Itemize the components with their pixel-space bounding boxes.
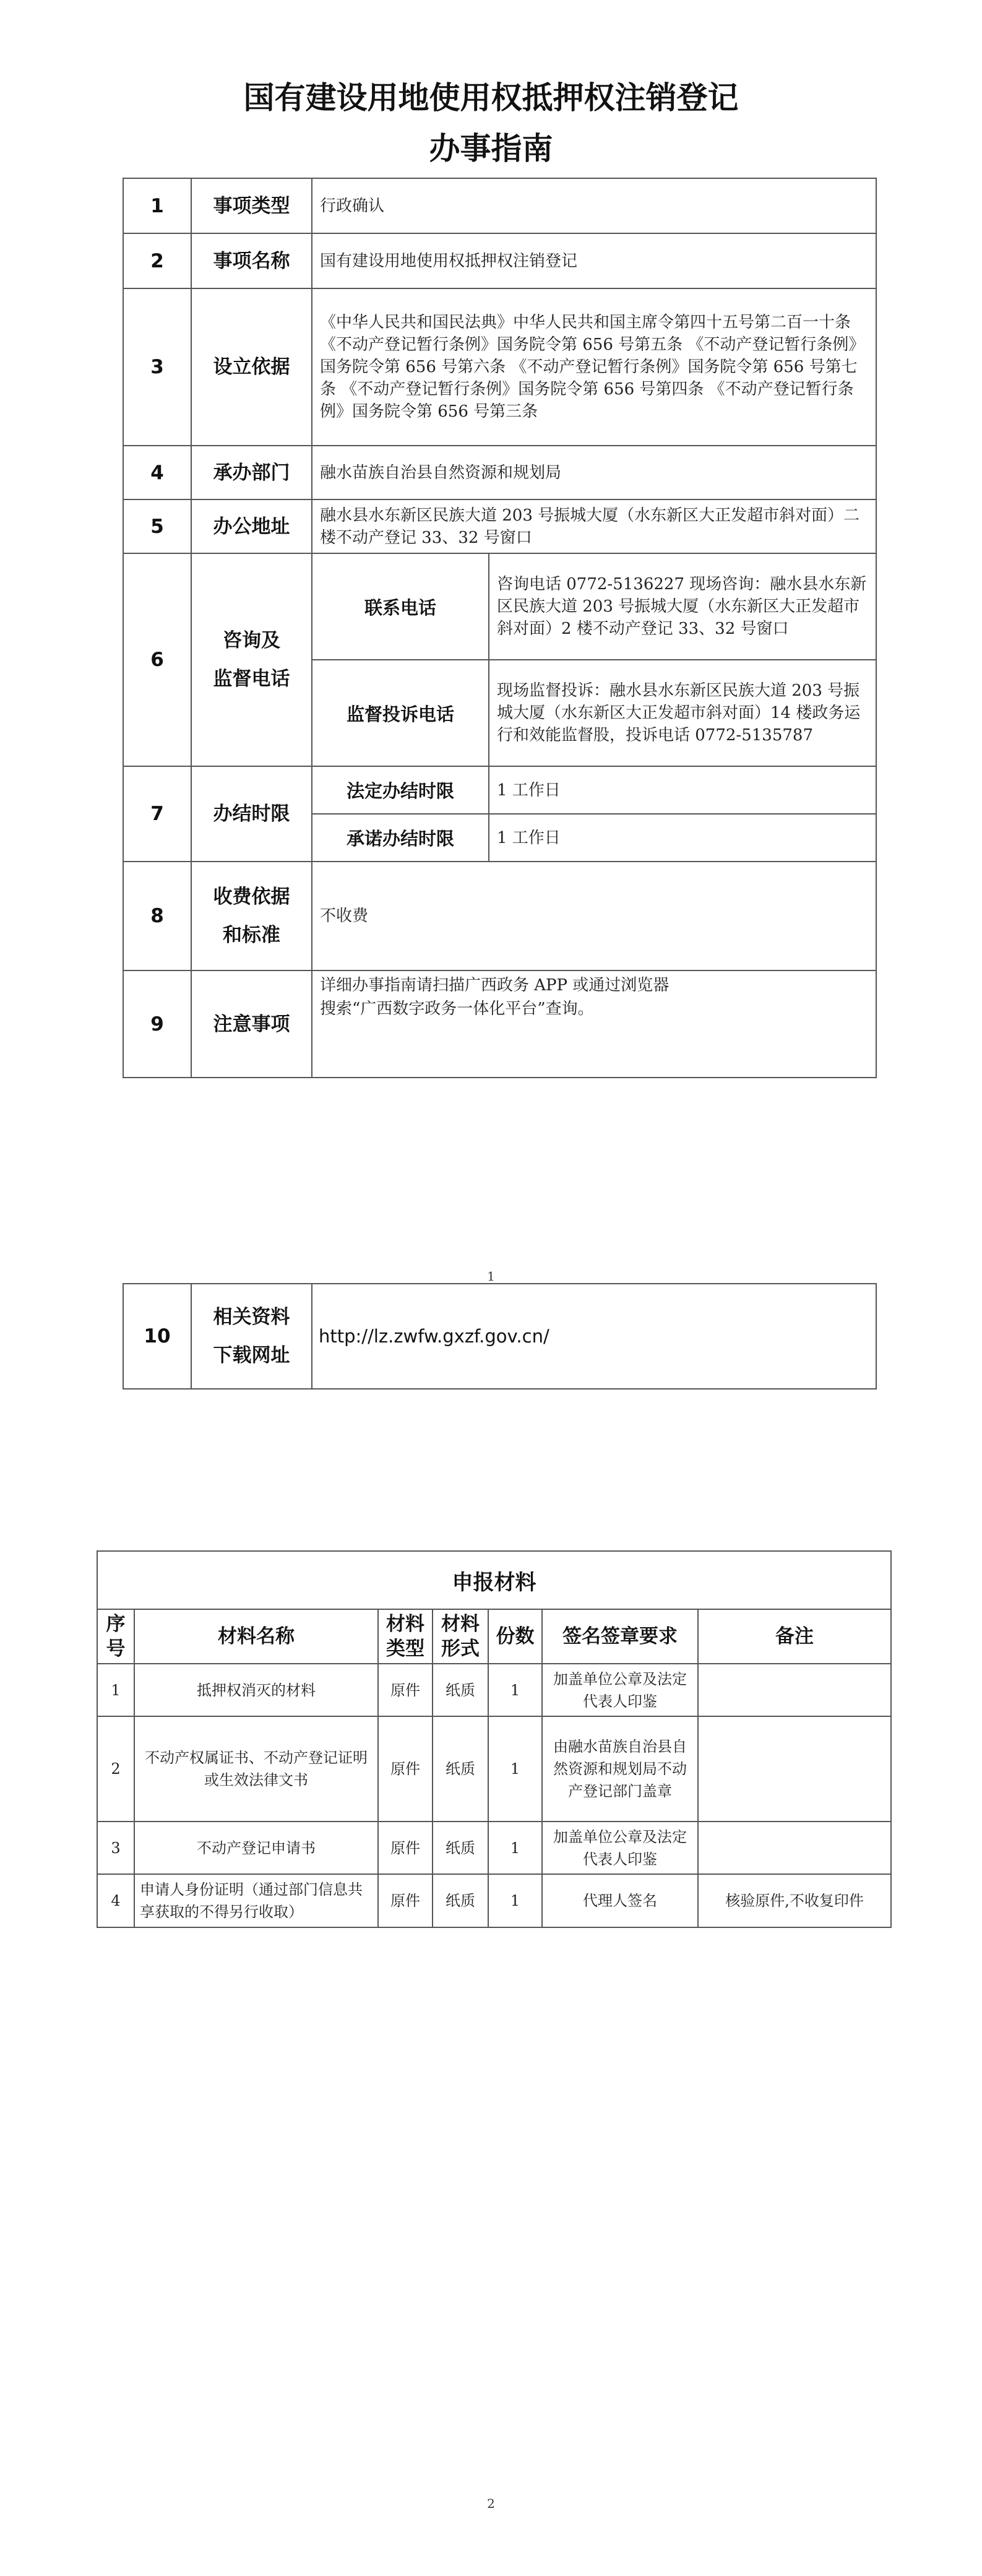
- cell-sign: 加盖单位公章及法定代表人印鉴: [542, 1664, 698, 1716]
- header-count: 份数: [488, 1609, 542, 1664]
- guide-row-fee: [123, 862, 876, 970]
- cell-type: 原件: [378, 1822, 433, 1874]
- phone-value: 咨询电话 0772-5136227 现场咨询：融水县水东新区民族大道 203 号振城大厦（水东新区大正发超市斜对面）2 楼不动产登记 33、32 号窗口: [489, 553, 876, 660]
- page-number: 2: [487, 2496, 495, 2511]
- guide-row-department: [123, 446, 876, 499]
- guide-row-type: [123, 178, 876, 233]
- row-label-line2: 下载网址: [213, 1344, 290, 1367]
- header-name: 材料名称: [134, 1609, 378, 1664]
- cell-seq: 2: [97, 1716, 134, 1822]
- table-row: [97, 1716, 891, 1822]
- cell-seq: 4: [97, 1874, 134, 1927]
- header-form: 材料形式: [433, 1609, 488, 1664]
- row-label: 事项名称: [191, 233, 312, 288]
- cell-seq: 3: [97, 1822, 134, 1874]
- row-value: 国有建设用地使用权抵押权注销登记: [312, 233, 876, 288]
- legal-time-value: 1 工作日: [489, 766, 876, 814]
- cell-count: 1: [488, 1874, 542, 1927]
- table-row: [97, 1664, 891, 1716]
- row-label: [191, 553, 312, 766]
- guide-row-name: [123, 233, 876, 288]
- complaint-value: 现场监督投诉：融水县水东新区民族大道 203 号振城大厦（水东新区大正发超市斜对面）14 楼政务运行和效能监督股，投诉电话 0772-5135787: [489, 660, 876, 766]
- table-row: [97, 1822, 891, 1874]
- cell-type: 原件: [378, 1716, 433, 1822]
- row-number: 3: [123, 288, 191, 446]
- row-number: 9: [123, 970, 191, 1078]
- row-label: 承办部门: [191, 446, 312, 499]
- page-number: 1: [487, 1269, 495, 1284]
- row-number: 6: [123, 553, 191, 766]
- promise-time-label: 承诺办结时限: [312, 814, 489, 862]
- page-title-line1: 国有建设用地使用权抵押权注销登记: [243, 80, 739, 116]
- legal-time-label: 法定办结时限: [312, 766, 489, 814]
- cell-form: 纸质: [433, 1874, 488, 1927]
- guide-row-notes: [123, 970, 876, 1078]
- guide-row-legal-time: [123, 766, 876, 814]
- header-sign: 签名签章要求: [542, 1609, 698, 1664]
- cell-form: 纸质: [433, 1822, 488, 1874]
- guide-row-download: [123, 1284, 876, 1389]
- materials-title: 申报材料: [97, 1551, 891, 1609]
- row-number: 8: [123, 862, 191, 970]
- row-value: 融水苗族自治县自然资源和规划局: [312, 446, 876, 499]
- cell-name: 申请人身份证明（通过部门信息共享获取的不得另行收取）: [134, 1874, 378, 1927]
- cell-sign: 加盖单位公章及法定代表人印鉴: [542, 1822, 698, 1874]
- row-number: 5: [123, 499, 191, 553]
- row-label-line2: 和标准: [223, 924, 280, 946]
- row-number: 10: [123, 1284, 191, 1389]
- materials-title-row: [97, 1551, 891, 1609]
- cell-count: 1: [488, 1664, 542, 1716]
- row-number: 7: [123, 766, 191, 862]
- guide-row-address: [123, 499, 876, 553]
- header-seq: 序号: [97, 1609, 134, 1664]
- row-value: 行政确认: [312, 178, 876, 233]
- row-label: [191, 862, 312, 970]
- cell-type: 原件: [378, 1874, 433, 1927]
- header-type: 材料类型: [378, 1609, 433, 1664]
- download-link[interactable]: http://lz.zwfw.gxzf.gov.cn/: [312, 1284, 876, 1389]
- row-label-line2: 监督电话: [213, 668, 290, 690]
- cell-note: [698, 1822, 891, 1874]
- cell-note: 核验原件,不收复印件: [698, 1874, 891, 1927]
- row-label: [191, 1284, 312, 1389]
- row-label-line1: 咨询及: [223, 629, 280, 652]
- row-label: 办公地址: [191, 499, 312, 553]
- guide-row-contact: [123, 553, 876, 660]
- row-label-line1: 相关资料: [213, 1306, 290, 1328]
- row-label: 设立依据: [191, 288, 312, 446]
- cell-sign: 由融水苗族自治县自然资源和规划局不动产登记部门盖章: [542, 1716, 698, 1822]
- cell-count: 1: [488, 1822, 542, 1874]
- row-label-line1: 收费依据: [213, 886, 290, 908]
- guide-row-basis: [123, 288, 876, 446]
- row-value: 详细办事指南请扫描广西政务 APP 或通过浏览器搜索“广西数字政务一体化平台”查询。: [312, 970, 876, 1078]
- guide-table: [123, 178, 877, 1078]
- row-value: 不收费: [312, 862, 876, 970]
- page-title-line2: 办事指南: [429, 131, 553, 166]
- row-number: 2: [123, 233, 191, 288]
- row-label: 事项类型: [191, 178, 312, 233]
- phone-label: 联系电话: [312, 553, 489, 660]
- row-label: 注意事项: [191, 970, 312, 1078]
- guide-table-continued: [123, 1283, 877, 1390]
- cell-note: [698, 1716, 891, 1822]
- table-row: [97, 1874, 891, 1927]
- cell-name: 抵押权消灭的材料: [134, 1664, 378, 1716]
- cell-count: 1: [488, 1716, 542, 1822]
- cell-seq: 1: [97, 1664, 134, 1716]
- cell-name: 不动产登记申请书: [134, 1822, 378, 1874]
- row-number: 4: [123, 446, 191, 499]
- materials-table: [97, 1550, 892, 1928]
- cell-name: 不动产权属证书、不动产登记证明或生效法律文书: [134, 1716, 378, 1822]
- cell-form: 纸质: [433, 1664, 488, 1716]
- cell-type: 原件: [378, 1664, 433, 1716]
- complaint-label: 监督投诉电话: [312, 660, 489, 766]
- cell-sign: 代理人签名: [542, 1874, 698, 1927]
- row-number: 1: [123, 178, 191, 233]
- materials-header-row: [97, 1609, 891, 1664]
- cell-form: 纸质: [433, 1716, 488, 1822]
- row-value: 融水县水东新区民族大道 203 号振城大厦（水东新区大正发超市斜对面）二楼不动产登记 33、32 号窗口: [312, 499, 876, 553]
- row-value: 《中华人民共和国民法典》中华人民共和国主席令第四十五号第二百一十条 《不动产登记暂行条例》国务院令第 656 号第五条 《不动产登记暂行条例》国务院令第 656 号第六条 《不动产登记暂行条例》国务院令第 656 号第七条 《不动产登记暂行条例》国务院令第 656 号第四条 《不动产登记暂行条例》国务院令第 656 号第三条: [312, 288, 876, 446]
- promise-time-value: 1 工作日: [489, 814, 876, 862]
- cell-note: [698, 1664, 891, 1716]
- header-note: 备注: [698, 1609, 891, 1664]
- row-label: 办结时限: [191, 766, 312, 862]
